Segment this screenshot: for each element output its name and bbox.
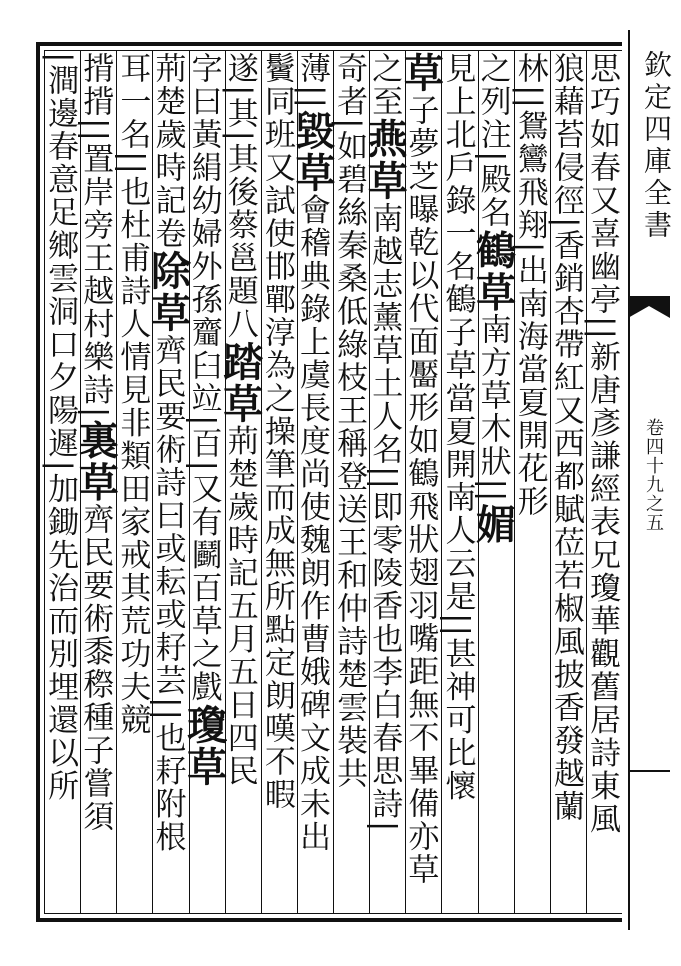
heading-term: 毀草 bbox=[289, 109, 336, 194]
column-text: 南方草木狀|| bbox=[474, 313, 511, 504]
column-text: 齊民要術詩曰或耘或耔芸||也耔附根 bbox=[149, 334, 186, 854]
heading-term: 鶴草 bbox=[469, 229, 517, 314]
heading-term: 踏草 bbox=[216, 340, 264, 425]
column-text: 鬢同班又試使邯鄲淳為之操筆而成無所點定朗嘆不暇 bbox=[258, 52, 295, 811]
text-column-15 bbox=[72, 52, 120, 910]
book-title: 欽定四庫全書 bbox=[640, 50, 673, 242]
text-column-10 bbox=[258, 52, 296, 910]
column-text: 思巧如春又喜幽亭||新唐彥謙經表兄瓊華觀舊居詩東風 bbox=[584, 52, 620, 836]
column-text: 見上北戶錄一名鶴子草當夏開南人云是||甚神可比懷 bbox=[439, 52, 476, 803]
column-text: 薄|| bbox=[294, 52, 330, 110]
text-column-1 bbox=[584, 52, 621, 910]
text-column-7 bbox=[361, 52, 409, 910]
column-text: 之列注|殿名 bbox=[474, 52, 511, 230]
text-column-14 bbox=[114, 52, 151, 910]
column-text: 荊楚歲時記卷 bbox=[149, 52, 186, 250]
juan-number: 卷四十九之五 bbox=[643, 418, 664, 532]
column-text: |澗邊春意足鄉雲洞口夕陽遲|加鋤先治而別埋還以所 bbox=[42, 52, 79, 803]
heading-term: 燕草 bbox=[361, 118, 409, 202]
text-column-9 bbox=[289, 52, 336, 910]
text-column-12 bbox=[180, 52, 228, 910]
column-text: 耳一名||也杜甫詩人情見非類田家戒其荒功夫競 bbox=[114, 52, 151, 737]
column-text: 狼藉苔侵徑|香銷杏帶紅又西都賦莅若椒風披香發越蘭 bbox=[547, 52, 584, 824]
column-text: 荊楚歲時記五月五日四民 bbox=[221, 424, 258, 788]
heading-term: 瓊草 bbox=[180, 703, 228, 788]
column-text: 之至 bbox=[366, 52, 403, 118]
column-text: 南越志薰草土人名||即零陵香也李白春思詩| bbox=[366, 202, 403, 834]
margin-tick-mark bbox=[630, 770, 670, 772]
text-column-8 bbox=[331, 52, 368, 910]
heading-term: 除草 bbox=[144, 250, 192, 334]
column-text: 揹揹||置岸旁王越村樂詩| bbox=[77, 52, 114, 420]
column-text: 奇者|如碧絲秦桑低綠枝王稱登送王和仲詩楚雲裝共 bbox=[331, 52, 368, 791]
text-column-5 bbox=[439, 52, 476, 910]
text-column-4 bbox=[469, 52, 517, 910]
text-column-6 bbox=[397, 52, 445, 910]
text-column-2 bbox=[547, 52, 585, 910]
text-column-16 bbox=[42, 52, 79, 910]
text-column-11 bbox=[216, 52, 264, 910]
column-text: 林||鴛鸞飛翔|出南海當夏開花形 bbox=[511, 52, 548, 519]
heading-term: 草 bbox=[397, 52, 445, 94]
column-text: 字曰黃絹幼婦外孫齏臼竝|百|又有鬬百草之戲 bbox=[185, 52, 222, 704]
fishtail-mark bbox=[626, 292, 672, 322]
text-column-3 bbox=[511, 52, 549, 910]
fore-edge-rule bbox=[628, 30, 630, 930]
text-column-13 bbox=[144, 52, 192, 910]
column-text: 會稽典錄上虞長度尚使魏朗作曹娥碑文成未出 bbox=[294, 193, 330, 854]
column-text: 子夢芝曝乾以代面靨形如鶴飛狀翅羽嘴距無不畢備亦草 bbox=[402, 94, 439, 886]
heading-term: 裏草 bbox=[72, 419, 120, 504]
column-text: 齊民要術黍穄種子嘗須 bbox=[77, 503, 114, 834]
heading-term: 媚 bbox=[469, 503, 517, 546]
column-text: 遂|其|其後蔡邕題八 bbox=[221, 52, 258, 341]
